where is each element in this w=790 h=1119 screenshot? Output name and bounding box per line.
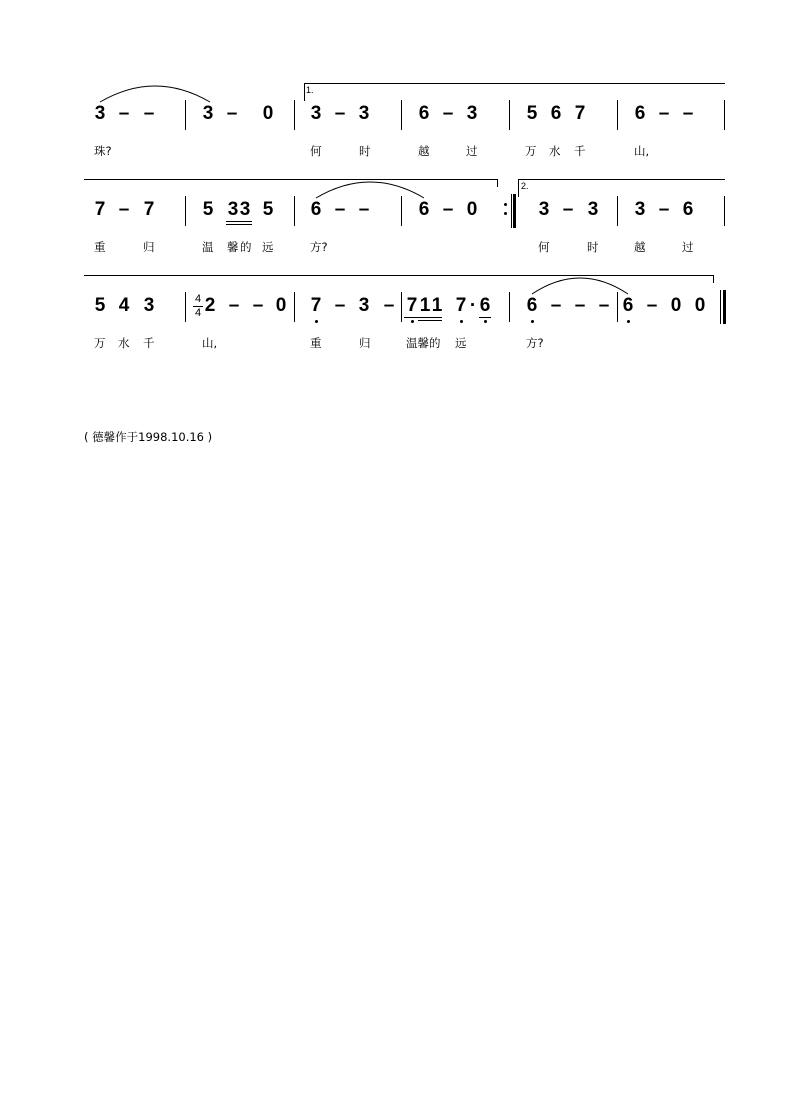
ending-label-1: 1. bbox=[306, 85, 314, 95]
lyric: 归 bbox=[143, 240, 155, 254]
lyric: 万 bbox=[94, 336, 106, 350]
note: – bbox=[574, 295, 586, 316]
note: 1 bbox=[419, 295, 431, 316]
note: 6 bbox=[550, 103, 562, 124]
lyric: 温 bbox=[202, 240, 214, 254]
lyric: 山, bbox=[634, 144, 650, 158]
lyric: 千 bbox=[574, 144, 586, 158]
note: – bbox=[358, 199, 370, 220]
note: 6 bbox=[310, 199, 322, 220]
lyric: 万 bbox=[525, 144, 537, 158]
slur-row3 bbox=[532, 278, 628, 294]
lyric: 的 bbox=[240, 240, 252, 254]
lyric: 重 bbox=[94, 240, 106, 254]
lyric: 馨 bbox=[227, 240, 239, 254]
note: – bbox=[143, 103, 155, 124]
lyric: 何 bbox=[310, 144, 322, 158]
note: 3 bbox=[239, 199, 251, 220]
note: – bbox=[658, 199, 670, 220]
note: 7 bbox=[94, 199, 106, 220]
note: · bbox=[469, 295, 477, 316]
note: 6 bbox=[682, 199, 694, 220]
note: 3 bbox=[310, 103, 322, 124]
note: 6 bbox=[479, 295, 491, 316]
note: 4 bbox=[118, 295, 130, 316]
note: 2 bbox=[204, 295, 216, 316]
lyric: 温馨的 bbox=[406, 336, 441, 350]
note: – bbox=[383, 295, 395, 316]
lyric: 时 bbox=[587, 240, 599, 254]
composition-date-note: ( 德馨作于1998.10.16 ) bbox=[84, 430, 213, 444]
lyric: 方? bbox=[526, 336, 544, 350]
lyric: 何 bbox=[538, 240, 550, 254]
lyric: 远 bbox=[262, 240, 274, 254]
note: 3 bbox=[634, 199, 646, 220]
note: – bbox=[442, 199, 454, 220]
time-signature-top: 4 bbox=[194, 293, 202, 305]
slur-row2 bbox=[316, 182, 424, 198]
lyric: 千 bbox=[143, 336, 155, 350]
note: 6 bbox=[622, 295, 634, 316]
lyric: 珠? bbox=[94, 144, 112, 158]
note: – bbox=[252, 295, 264, 316]
note: 7 bbox=[455, 295, 467, 316]
lyric: 越 bbox=[418, 144, 430, 158]
note: – bbox=[442, 103, 454, 124]
note: – bbox=[118, 199, 130, 220]
note: 3 bbox=[358, 103, 370, 124]
note: 1 bbox=[431, 295, 443, 316]
note: 0 bbox=[694, 295, 706, 316]
note: – bbox=[118, 103, 130, 124]
note: 6 bbox=[418, 199, 430, 220]
note: – bbox=[682, 103, 694, 124]
note: 6 bbox=[418, 103, 430, 124]
lyric: 方? bbox=[310, 240, 328, 254]
note: – bbox=[226, 103, 238, 124]
note: 3 bbox=[94, 103, 106, 124]
note: 3 bbox=[538, 199, 550, 220]
note: 3 bbox=[143, 295, 155, 316]
note: – bbox=[562, 199, 574, 220]
note: – bbox=[658, 103, 670, 124]
lyric: 时 bbox=[359, 144, 371, 158]
note: 6 bbox=[634, 103, 646, 124]
lyric: 过 bbox=[466, 144, 478, 158]
lyric: 水 bbox=[118, 336, 130, 350]
lyric: 过 bbox=[682, 240, 694, 254]
note: 7 bbox=[574, 103, 586, 124]
lyric: 重 bbox=[310, 336, 322, 350]
note: 3 bbox=[587, 199, 599, 220]
note: 6 bbox=[526, 295, 538, 316]
note: 7 bbox=[143, 199, 155, 220]
note: 3 bbox=[227, 199, 239, 220]
note: – bbox=[550, 295, 562, 316]
note: 3 bbox=[202, 103, 214, 124]
ending-label-2: 2. bbox=[521, 181, 529, 191]
note: – bbox=[334, 103, 346, 124]
note: 5 bbox=[202, 199, 214, 220]
note: – bbox=[598, 295, 610, 316]
note: 7 bbox=[406, 295, 418, 316]
lyric: 水 bbox=[549, 144, 561, 158]
note: 3 bbox=[466, 103, 478, 124]
note: – bbox=[646, 295, 658, 316]
note: 0 bbox=[670, 295, 682, 316]
note: 5 bbox=[526, 103, 538, 124]
time-signature-bottom: 4 bbox=[194, 307, 202, 319]
note: – bbox=[334, 199, 346, 220]
slurs-layer bbox=[0, 0, 790, 400]
note: – bbox=[228, 295, 240, 316]
note: 7 bbox=[310, 295, 322, 316]
note: 0 bbox=[262, 103, 274, 124]
note: 3 bbox=[358, 295, 370, 316]
note: – bbox=[334, 295, 346, 316]
lyric: 越 bbox=[634, 240, 646, 254]
lyric: 山, bbox=[202, 336, 218, 350]
lyric: 远 bbox=[455, 336, 467, 350]
note: 5 bbox=[262, 199, 274, 220]
note: 0 bbox=[275, 295, 287, 316]
lyric: 归 bbox=[359, 336, 371, 350]
slur-row1 bbox=[100, 86, 210, 102]
note: 0 bbox=[466, 199, 478, 220]
note: 5 bbox=[94, 295, 106, 316]
